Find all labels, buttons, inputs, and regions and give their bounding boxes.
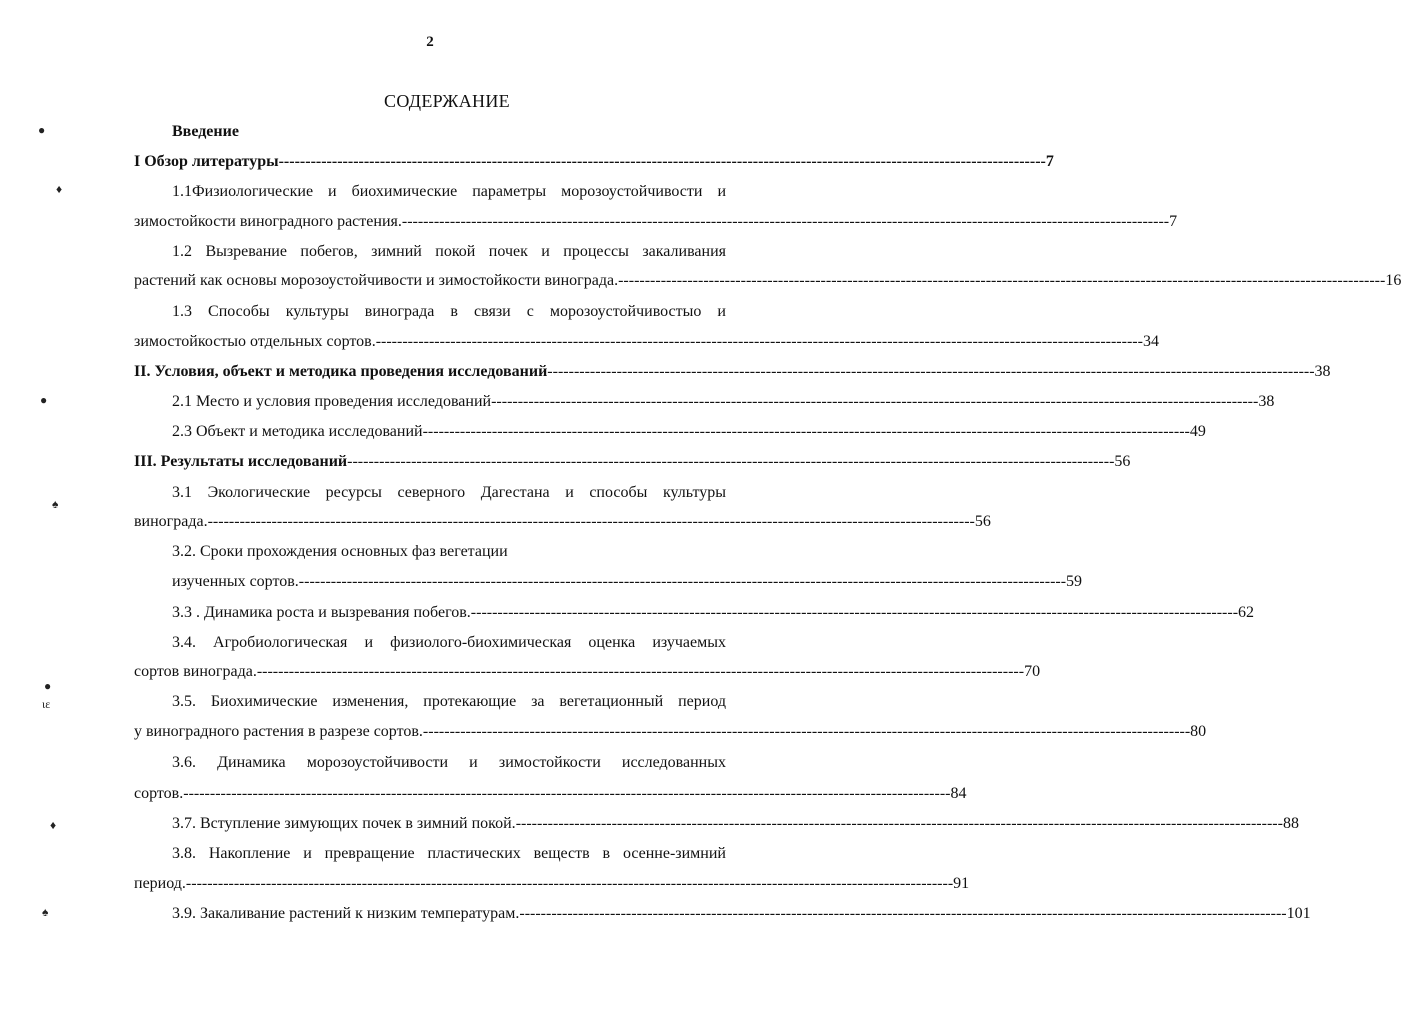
toc-entry-title: III. Результаты исследований: [134, 453, 348, 470]
margin-dot: ♦: [50, 818, 57, 832]
toc-entry-page: 59: [1066, 573, 1083, 590]
toc-entry-line: 3.4. Агробиологическая и физиолого-биохимическая оценка изучаемых: [172, 634, 726, 651]
dot-leader: ------------------------------------------------------------------------------------------------------------------------------------------------: [491, 393, 1259, 410]
page-title: СОДЕРЖАНИЕ: [384, 91, 510, 111]
toc-entry-page: 38: [1314, 363, 1331, 380]
toc-entry: [134, 783, 967, 805]
dot-leader: ------------------------------------------------------------------------------------------------------------------------------------------------: [470, 604, 1239, 621]
toc-entry-title: у виноградного растения в разрезе сортов.: [134, 723, 423, 740]
toc-entry: [172, 571, 1083, 593]
toc-entry: [134, 331, 1159, 353]
toc-entry-title: зимостойкости виноградного растения.: [134, 213, 402, 230]
dot-leader: ------------------------------------------------------------------------------------------------------------------------------------------------: [375, 333, 1143, 350]
toc-entry-page: 91: [953, 875, 970, 892]
toc-entry-page: 80: [1190, 723, 1207, 740]
margin-dot: ●: [40, 393, 48, 407]
margin-dot: ♠: [52, 497, 59, 511]
toc-entry: [134, 361, 1331, 383]
toc-entry-page: 7: [1169, 213, 1178, 230]
toc-entry-page: 56: [974, 513, 991, 530]
toc-entry: [172, 903, 1311, 925]
toc-entry-title: 2.1 Место и условия проведения исследований: [172, 393, 492, 410]
dot-leader: ------------------------------------------------------------------------------------------------------------------------------------------------: [515, 815, 1283, 832]
toc-entry: [134, 721, 1207, 743]
toc-entry-title: 3.7. Вступление зимующих почек в зимний покой.: [172, 815, 516, 832]
dot-leader: ------------------------------------------------------------------------------------------------------------------------------------------------: [256, 663, 1025, 680]
toc-entry-line: 1.3 Способы культуры винограда в связи с морозоустойчивостыо и: [172, 303, 726, 320]
toc-entry: [172, 602, 1255, 624]
toc-entry: [134, 661, 1041, 683]
toc-entry-page: 56: [1114, 453, 1131, 470]
margin-dot: ♠: [42, 905, 49, 919]
dot-leader: ------------------------------------------------------------------------------------------------------------------------------------------------: [519, 905, 1287, 922]
margin-dot: ●: [44, 679, 52, 693]
toc-entry-title: зимостойкостыо отдельных сортов.: [134, 333, 376, 350]
margin-mark: ιε: [42, 697, 51, 711]
toc-entry-title: 3.3 . Динамика роста и вызревания побегов.: [172, 604, 471, 621]
toc-entry-page: 34: [1142, 333, 1159, 350]
toc-entry-title: II. Условия, объект и методика проведения исследований: [134, 363, 548, 380]
toc-entry: [134, 511, 991, 533]
toc-entry-title: 2.3 Объект и методика исследований: [172, 423, 423, 440]
margin-dot: ♦: [56, 182, 63, 196]
toc-entry-line: 3.5. Биохимические изменения, протекающие за вегетационный период: [172, 693, 726, 710]
margin-dot: ●: [38, 123, 46, 137]
page-number: 2: [426, 34, 434, 50]
dot-leader: ------------------------------------------------------------------------------------------------------------------------------------------------: [185, 875, 954, 892]
toc-entry-line: 3.8. Накопление и превращение пластических веществ в осенне-зимний: [172, 845, 726, 862]
toc-entry-page: 101: [1286, 905, 1311, 922]
dot-leader: ------------------------------------------------------------------------------------------------------------------------------------------------: [422, 423, 1190, 440]
dot-leader: ------------------------------------------------------------------------------------------------------------------------------------------------: [401, 213, 1170, 230]
toc-entry-line: 3.1 Экологические ресурсы северного Дагестана и способы культуры: [172, 484, 726, 501]
toc-entry-page: 49: [1189, 423, 1206, 440]
toc-entry: [134, 451, 1131, 473]
dot-leader: ------------------------------------------------------------------------------------------------------------------------------------------------: [278, 153, 1046, 170]
toc-entry-page: 38: [1258, 393, 1275, 410]
dot-leader: ------------------------------------------------------------------------------------------------------------------------------------------------: [422, 723, 1191, 740]
toc-entry-page: 70: [1024, 663, 1041, 680]
toc-entry-title: период.: [134, 875, 186, 892]
toc-entry: [134, 211, 1178, 233]
dot-leader: ------------------------------------------------------------------------------------------------------------------------------------------------: [618, 272, 1386, 289]
toc-entry-page: 7: [1045, 153, 1054, 170]
toc-entry-page: 88: [1282, 815, 1299, 832]
toc-entry-line: 1.1Физиологические и биохимические параметры морозоустойчивости и: [172, 183, 726, 200]
toc-entry-title: I Обзор литературы: [134, 153, 279, 170]
toc-entry-title: винограда.: [134, 513, 208, 530]
toc-entry-page: 84: [950, 785, 967, 802]
toc-entry: [134, 151, 1054, 173]
toc-entry-line: 1.2 Вызревание побегов, зимний покой почек и процессы закаливания: [172, 243, 726, 260]
toc-entry-page: 62: [1238, 604, 1255, 621]
toc-entry-title: сортов винограда.: [134, 663, 257, 680]
toc-entry: [172, 391, 1275, 413]
toc-entry-title: сортов.: [134, 785, 184, 802]
dot-leader: ------------------------------------------------------------------------------------------------------------------------------------------------: [547, 363, 1315, 380]
toc-entry-title: растений как основы морозоустойчивости и зимостойкости винограда.: [134, 272, 619, 289]
toc-entry-title: изученных сортов.: [172, 573, 299, 590]
dot-leader: ------------------------------------------------------------------------------------------------------------------------------------------------: [347, 453, 1115, 470]
toc-entry: [172, 421, 1206, 443]
toc-entry-line: 3.6. Динамика морозоустойчивости и зимостойкости исследованных: [172, 754, 726, 771]
toc-entry-page: 16: [1385, 272, 1401, 289]
toc-entry: [172, 813, 1299, 835]
toc-entry-title: 3.9. Закаливание растений к низким температурам.: [172, 905, 520, 922]
dot-leader: ------------------------------------------------------------------------------------------------------------------------------------------------: [298, 573, 1067, 590]
dot-leader: ------------------------------------------------------------------------------------------------------------------------------------------------: [207, 513, 975, 530]
dot-leader: ------------------------------------------------------------------------------------------------------------------------------------------------: [183, 785, 951, 802]
toc-entry: [134, 873, 970, 895]
toc-intro: Введение: [172, 123, 239, 140]
toc-entry-line: 3.2. Сроки прохождения основных фаз вегетации: [172, 543, 508, 560]
toc-entry: [134, 270, 1401, 292]
